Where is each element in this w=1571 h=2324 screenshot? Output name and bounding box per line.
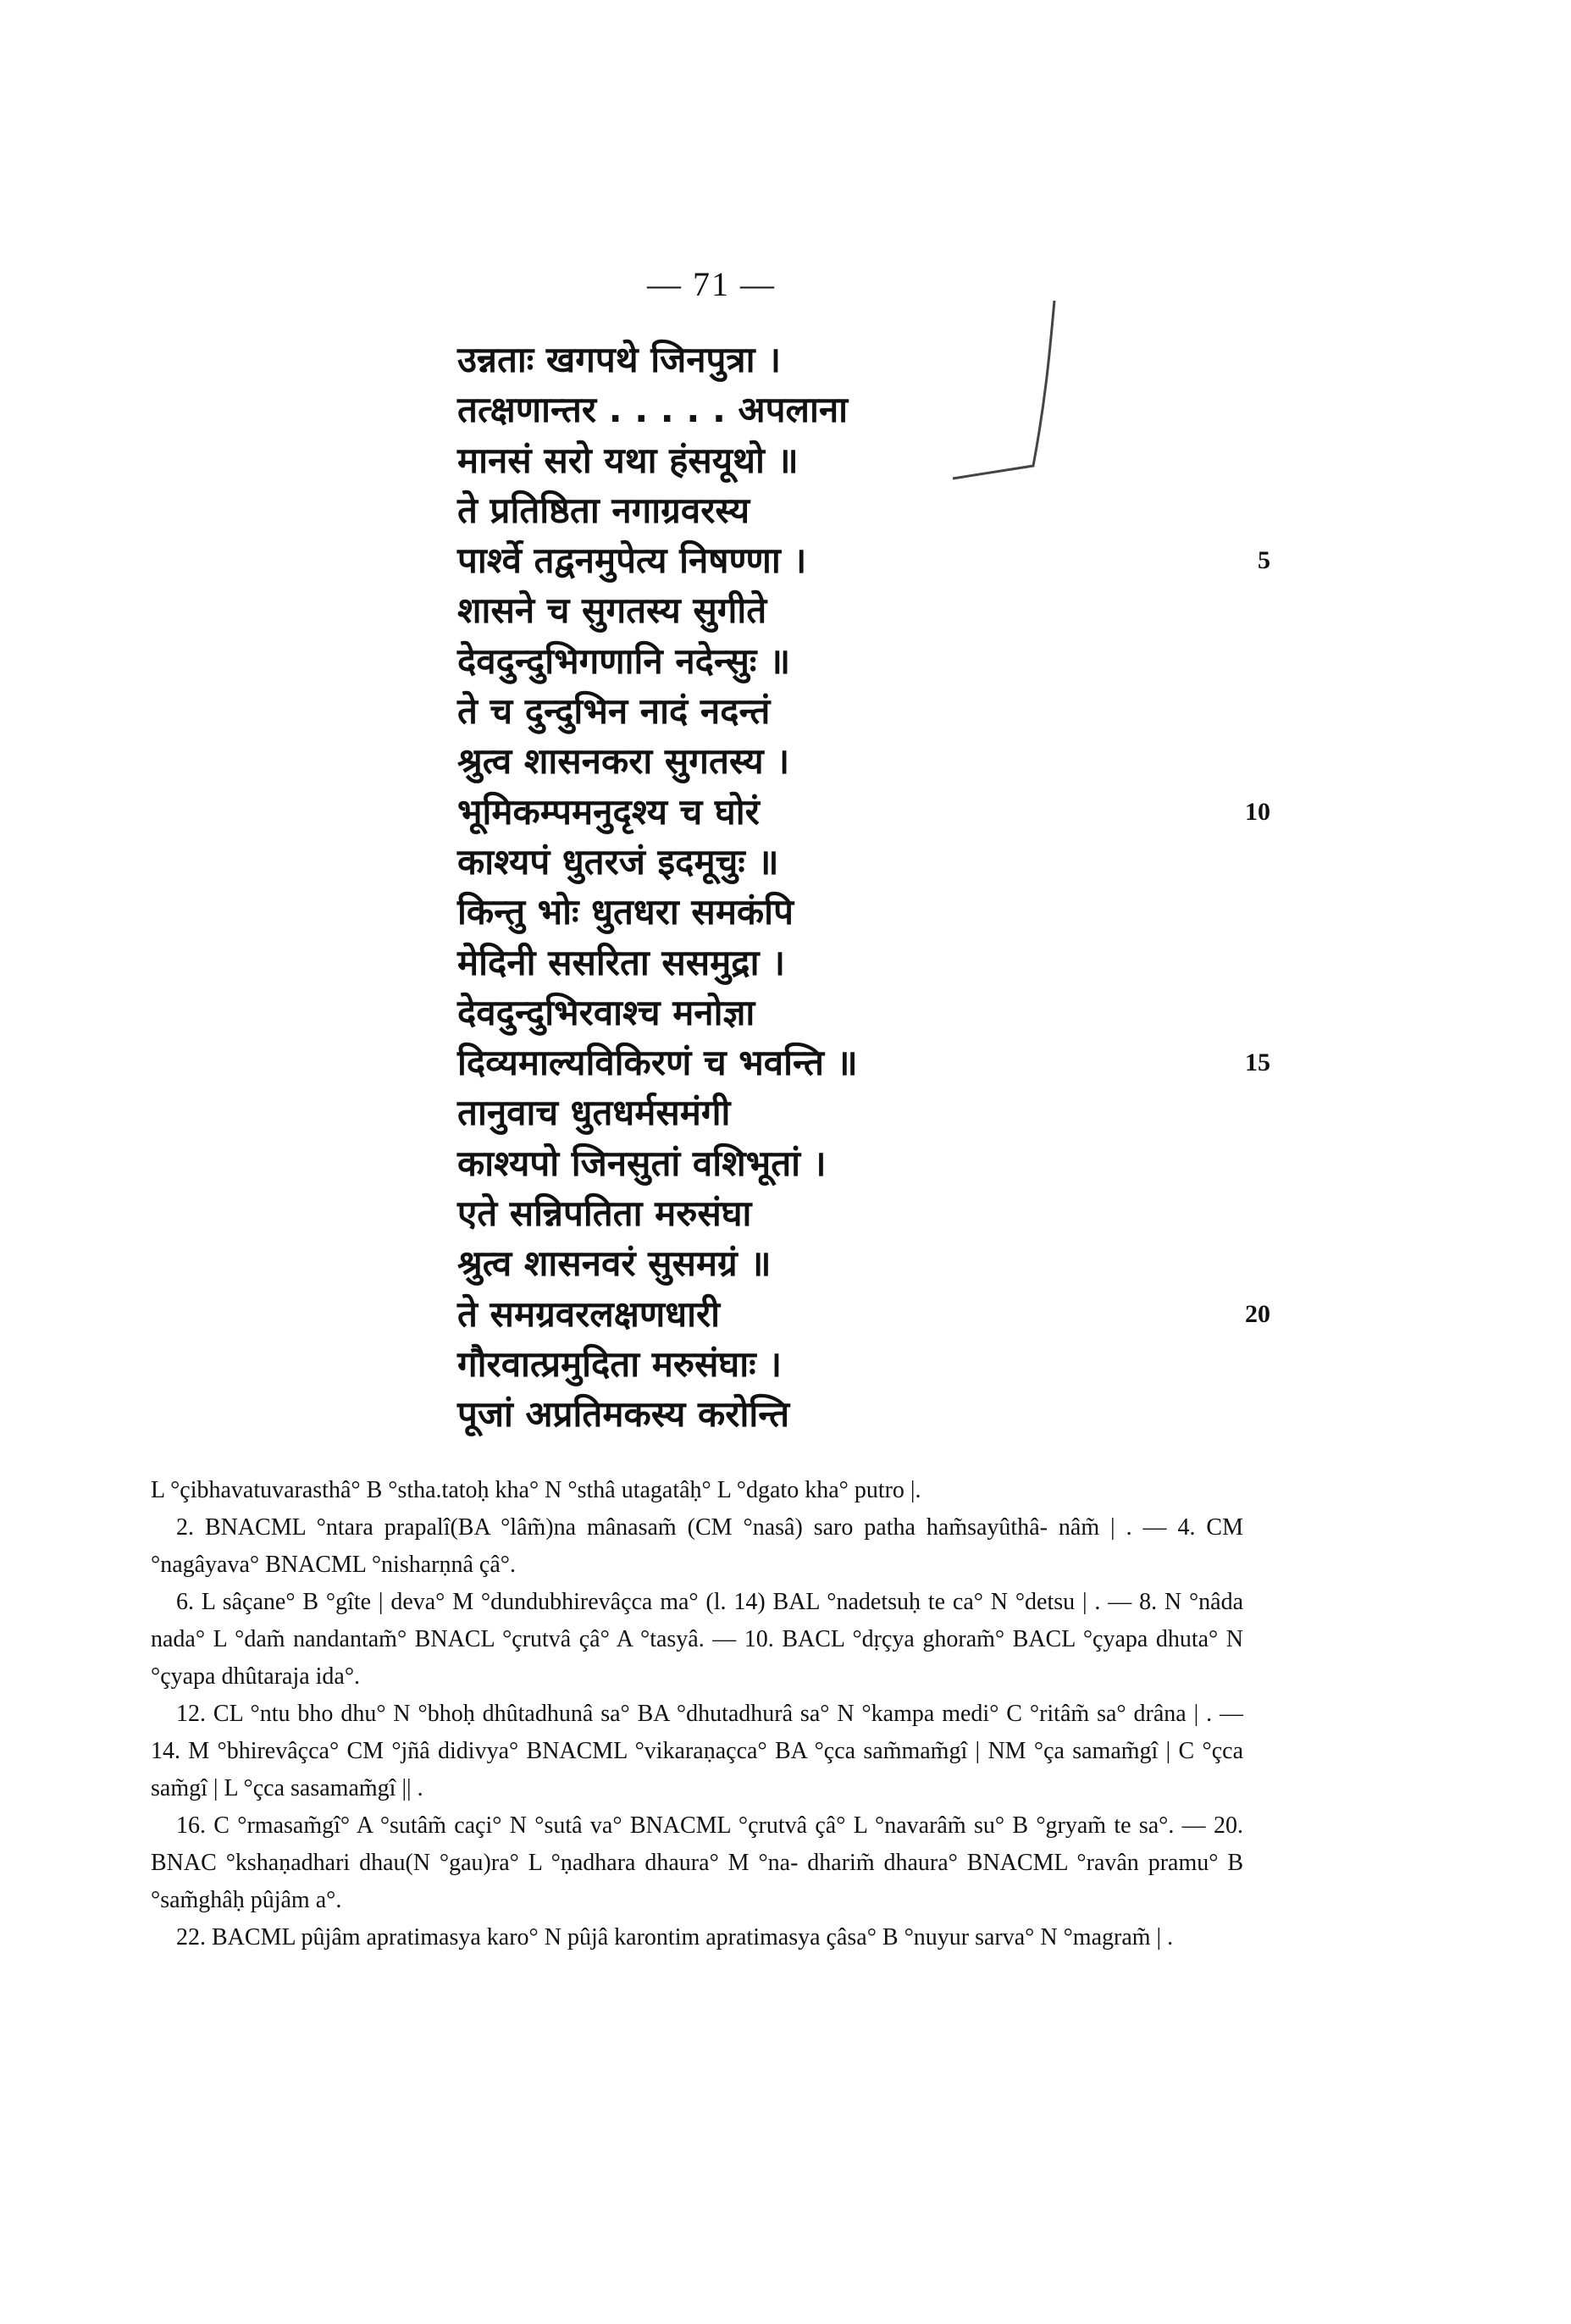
verse-line: तानुवाच धुतधर्मसमंगी xyxy=(457,1092,731,1134)
verse-line: श्रुत्व शासनकरा सुगतस्य । xyxy=(457,740,790,783)
apparatus-note: 6. L sâçane° B °gîte | deva° M °dundubhirevâçca ma° (l. 14) BAL °nadetsuḥ te ca° N °detsu | . — 8. N °nâda nada° L °dam̃ nandantam̃° BNACL °çrutvâ çâ° A °tasyâ. — 10. BACL °dṛçya ghoram̃° BACL °çyapa dhuta° N °çyapa dhûtaraja ida°. xyxy=(151,1589,1243,1690)
line-number: 5 xyxy=(1258,546,1270,575)
verse-line: ते च दुन्दुभिन नादं नदन्तं xyxy=(457,690,771,733)
apparatus-note: L °çibhavatuvarasthâ° B °stha.tatoḥ kha° N °sthâ utagatâḥ° L °dgato kha° putro |. xyxy=(151,1477,921,1503)
verse-line: मेदिनी ससरिता ससमुद्रा । xyxy=(457,941,786,983)
verse-line: देवदुन्दुभिगणानि नदेन्सुः ॥ xyxy=(457,639,791,682)
verse-line: काश्यपं धुतरजं इदमूचुः ॥ xyxy=(457,840,779,883)
verse-line: ते प्रतिष्ठिता नगाग्रवरस्य xyxy=(457,489,750,531)
line-number: 20 xyxy=(1245,1299,1270,1328)
verse-line: देवदुन्दुभिरवाश्च मनोज्ञा xyxy=(457,991,755,1033)
line-number: 10 xyxy=(1245,797,1270,826)
verse-line: मानसं सरो यथा हंसयूथो ॥ xyxy=(457,439,799,481)
line-number: 15 xyxy=(1245,1049,1270,1077)
verse-line: काश्यपो जिनसुतां वशिभूतां । xyxy=(457,1142,827,1184)
verse-line: पार्श्वे तद्वनमुपेत्य निषण्णा । 5 xyxy=(457,535,1220,585)
verse-line: भूमिकम्पमनुदृश्य च घोरं 10 xyxy=(457,787,1220,837)
verse-line: तत्क्षणान्तर . . . . . अपलाना xyxy=(457,389,849,431)
apparatus-note: 12. CL °ntu bho dhu° N °bhoḥ dhûtadhunâ sa° BA °dhutadhurâ sa° N °kampa medi° C °ritâm̃ sa° drâna | . — 14. M °bhirevâçca° CM °jñâ didivya° BNACML °vikaraṇaçca° BA °çca sam̃mam̃gî | NM °ça samam̃gî | C °çca sam̃gî | L °çca sasamam̃gî || . xyxy=(151,1701,1243,1801)
verse-line: दिव्यमाल्यविकिरणं च भवन्ति ॥ 15 xyxy=(457,1038,1220,1087)
verse-line: किन्तु भोः धुतधरा समकंपि xyxy=(457,891,794,933)
verse-block xyxy=(457,335,1270,1440)
critical-apparatus xyxy=(151,1472,1243,1956)
verse-line: उन्नताः खगपथे जिनपुत्रा । xyxy=(457,339,782,380)
verse-line: पूजां अप्रतिमकस्य करोन्ति xyxy=(457,1393,790,1436)
verse-line: ते समग्रवरलक्षणधारी 20 xyxy=(457,1289,1220,1339)
verse-line: श्रुत्व शासनवरं सुसमग्रं ॥ xyxy=(457,1242,772,1285)
verse-line: शासने च सुगतस्य सुगीते xyxy=(457,589,767,632)
apparatus-note: 22. BACML pûjâm apratimasya karo° N pûjâ karontim apratimasya çâsa° B °nuyur sarva° N °magram̃ | . xyxy=(176,1924,1174,1951)
apparatus-note: 16. C °rmasam̃gî° A °sutâm̃ caçi° N °sutâ va° BNACML °çrutvâ çâ° L °navarâm̃ su° B °gryam̃ te sa°. — 20. BNAC °kshaṇadhari dhau(N °gau)ra° L °ṇadhara dhaura° M °na- dharim̃ dhaura° BNACML °ravân pramu° B °sam̃ghâḥ pûjâm a°. xyxy=(151,1812,1243,1913)
verse-line: एते सन्निपतिता मरुसंघा xyxy=(457,1192,752,1235)
verse-line: गौरवात्प्रमुदिता मरुसंघाः । xyxy=(457,1342,783,1385)
apparatus-note: 2. BNACML °ntara prapalî(BA °lâm̃)na mânasam̃ (CM °nasâ) saro patha ham̃sayûthâ- nâm̃ | . — 4. CM °nagâyava° BNACML °nisharṇnâ çâ°. xyxy=(151,1514,1243,1578)
page-number: — 71 — xyxy=(647,265,776,303)
